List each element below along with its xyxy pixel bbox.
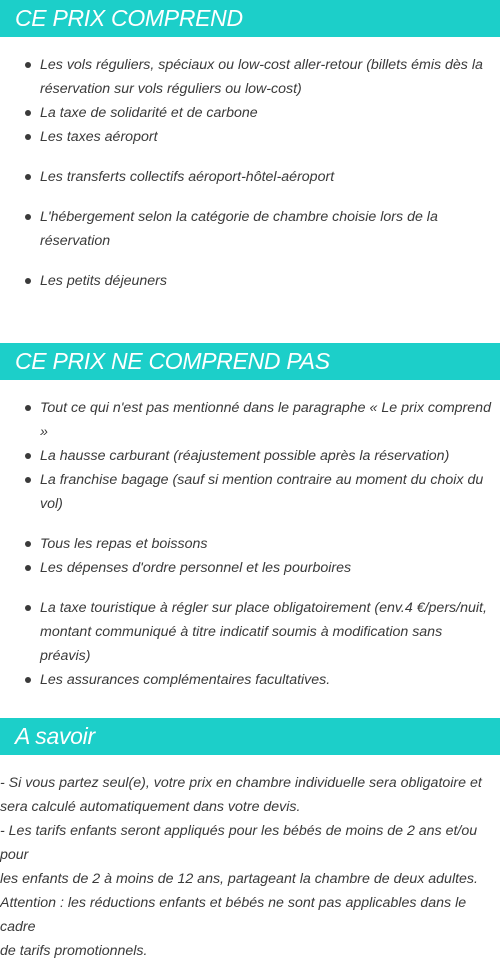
section-header-info: A savoir: [0, 718, 500, 755]
list-item: Tout ce qui n'est pas mentionné dans le paragraphe « Le prix comprend »: [0, 396, 500, 444]
included-list: [0, 53, 500, 293]
list-item: Les transferts collectifs aéroport-hôtel-aéroport: [0, 165, 500, 189]
list-item: L'hébergement selon la catégorie de chambre choisie lors de la réservation: [0, 205, 500, 253]
list-item: Les dépenses d'ordre personnel et les pourboires: [0, 556, 500, 580]
list-item: La taxe de solidarité et de carbone: [0, 101, 500, 125]
list-item: Les vols réguliers, spéciaux ou low-cost aller-retour (billets émis dès la réservation sur vols réguliers ou low-cost): [0, 53, 500, 101]
list-item: Les taxes aéroport: [0, 125, 500, 149]
section-header-included: CE PRIX COMPREND: [0, 0, 500, 37]
info-paragraph: - Les tarifs enfants seront appliqués pour les bébés de moins de 2 ans et/ou pour les enfants de 2 à moins de 12 ans, partageant la chambre de deux adultes.: [0, 823, 478, 887]
list-item: Les assurances complémentaires facultatives.: [0, 668, 500, 692]
excluded-list: [0, 396, 500, 692]
info-text: [0, 771, 500, 963]
list-item: La taxe touristique à régler sur place obligatoirement (env.4 €/pers/nuit, montant communiqué à titre indicatif soumis à modification sans préavis): [0, 596, 500, 668]
info-paragraph: Attention : les réductions enfants et bébés ne sont pas applicables dans le cadre de tarifs promotionnels.: [0, 895, 467, 959]
list-item: La franchise bagage (sauf si mention contraire au moment du choix du vol): [0, 468, 500, 516]
info-paragraph: - Si vous partez seul(e), votre prix en chambre individuelle sera obligatoire et sera calculé automatiquement dans votre devis.: [0, 775, 482, 815]
list-item: Tous les repas et boissons: [0, 532, 500, 556]
list-item: La hausse carburant (réajustement possible après la réservation): [0, 444, 500, 468]
list-item: Les petits déjeuners: [0, 269, 500, 293]
section-header-excluded: CE PRIX NE COMPREND PAS: [0, 343, 500, 380]
